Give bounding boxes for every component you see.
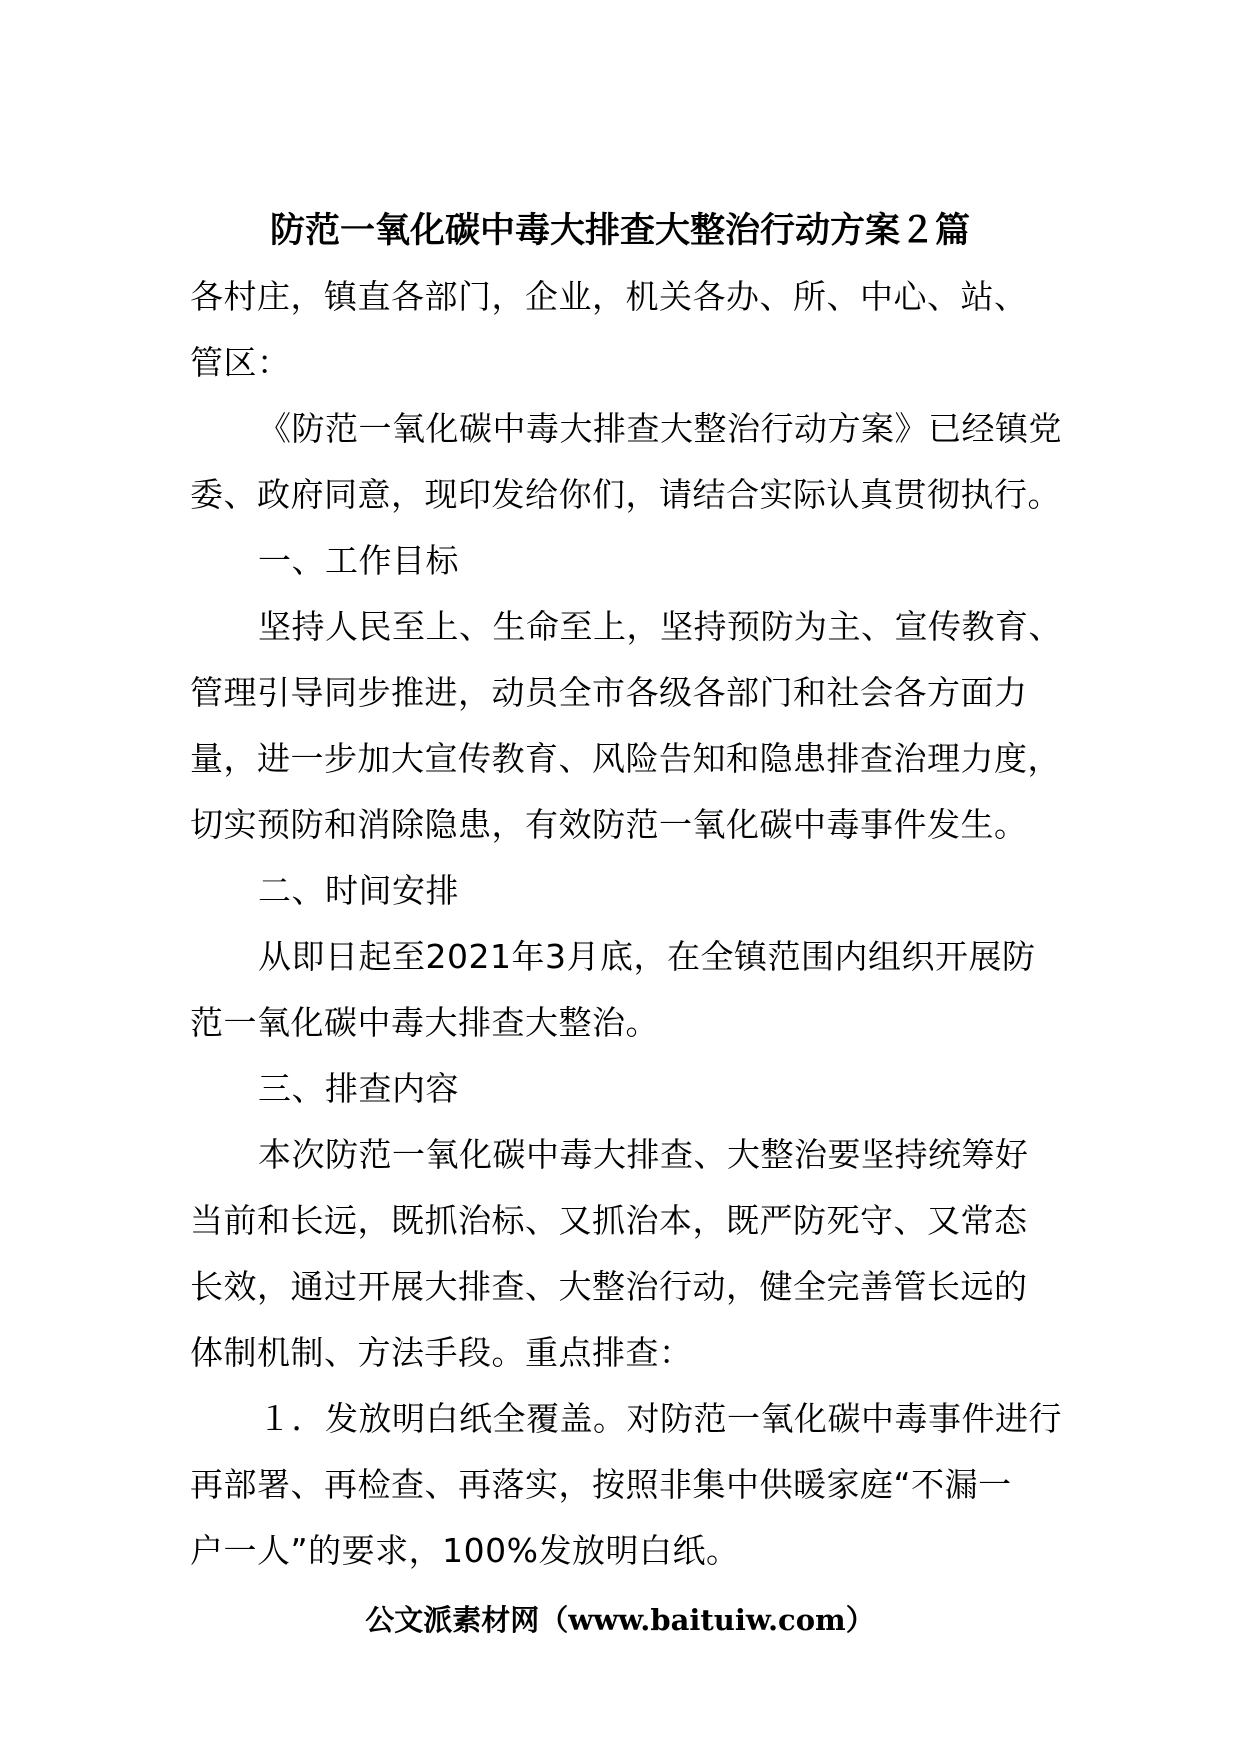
body-line: 《防范一氧化碳中毒大排查大整治行动方案》已经镇党 xyxy=(258,409,1062,448)
body-line: 从即日起至2021年3月底，在全镇范围内组织开展防 xyxy=(258,937,1036,976)
body-line: 户一人”的要求，100%发放明白纸。 xyxy=(190,1531,740,1570)
body-line: 管区： xyxy=(190,343,291,382)
section-heading: 三、排查内容 xyxy=(258,1069,459,1108)
body-line: 管理引导同步推进，动员全市各级各部门和社会各方面力 xyxy=(190,673,1028,712)
document-title: 防范一氧化碳中毒大排查大整治行动方案２篇 xyxy=(269,211,970,251)
body-line: 长效，通过开展大排查、大整治行动，健全完善管长远的 xyxy=(190,1267,1028,1306)
section-heading: 二、时间安排 xyxy=(258,871,459,910)
document-body xyxy=(190,264,1060,1584)
body-line: 各村庄，镇直各部门，企业，机关各办、所、中心、站、 xyxy=(190,277,1028,316)
body-line: 范一氧化碳中毒大排查大整治。 xyxy=(190,1003,659,1042)
body-line: 切实预防和消除隐患，有效防范一氧化碳中毒事件发生。 xyxy=(190,805,1028,844)
body-line: 委、政府同意，现印发给你们，请结合实际认真贯彻执行。 xyxy=(190,475,1061,514)
body-line: 坚持人民至上、生命至上，坚持预防为主、宣传教育、 xyxy=(258,607,1062,646)
body-line: 量，进一步加大宣传教育、风险告知和隐患排查治理力度， xyxy=(190,739,1061,778)
body-line: 当前和长远，既抓治标、又抓治本，既严防死守、又常态 xyxy=(190,1201,1028,1240)
body-line: 再部署、再检查、再落实，按照非集中供暖家庭“不漏一 xyxy=(190,1465,1012,1504)
body-line: 体制机制、方法手段。重点排查： xyxy=(190,1333,693,1372)
list-item: １．发放明白纸全覆盖。对防范一氧化碳中毒事件进行 xyxy=(258,1399,1062,1438)
body-line: 本次防范一氧化碳中毒大排查、大整治要坚持统筹好 xyxy=(258,1135,1029,1174)
section-heading: 一、工作目标 xyxy=(258,541,459,580)
footer-source: 公文派素材网（www.baituiw.com） xyxy=(365,1603,875,1637)
